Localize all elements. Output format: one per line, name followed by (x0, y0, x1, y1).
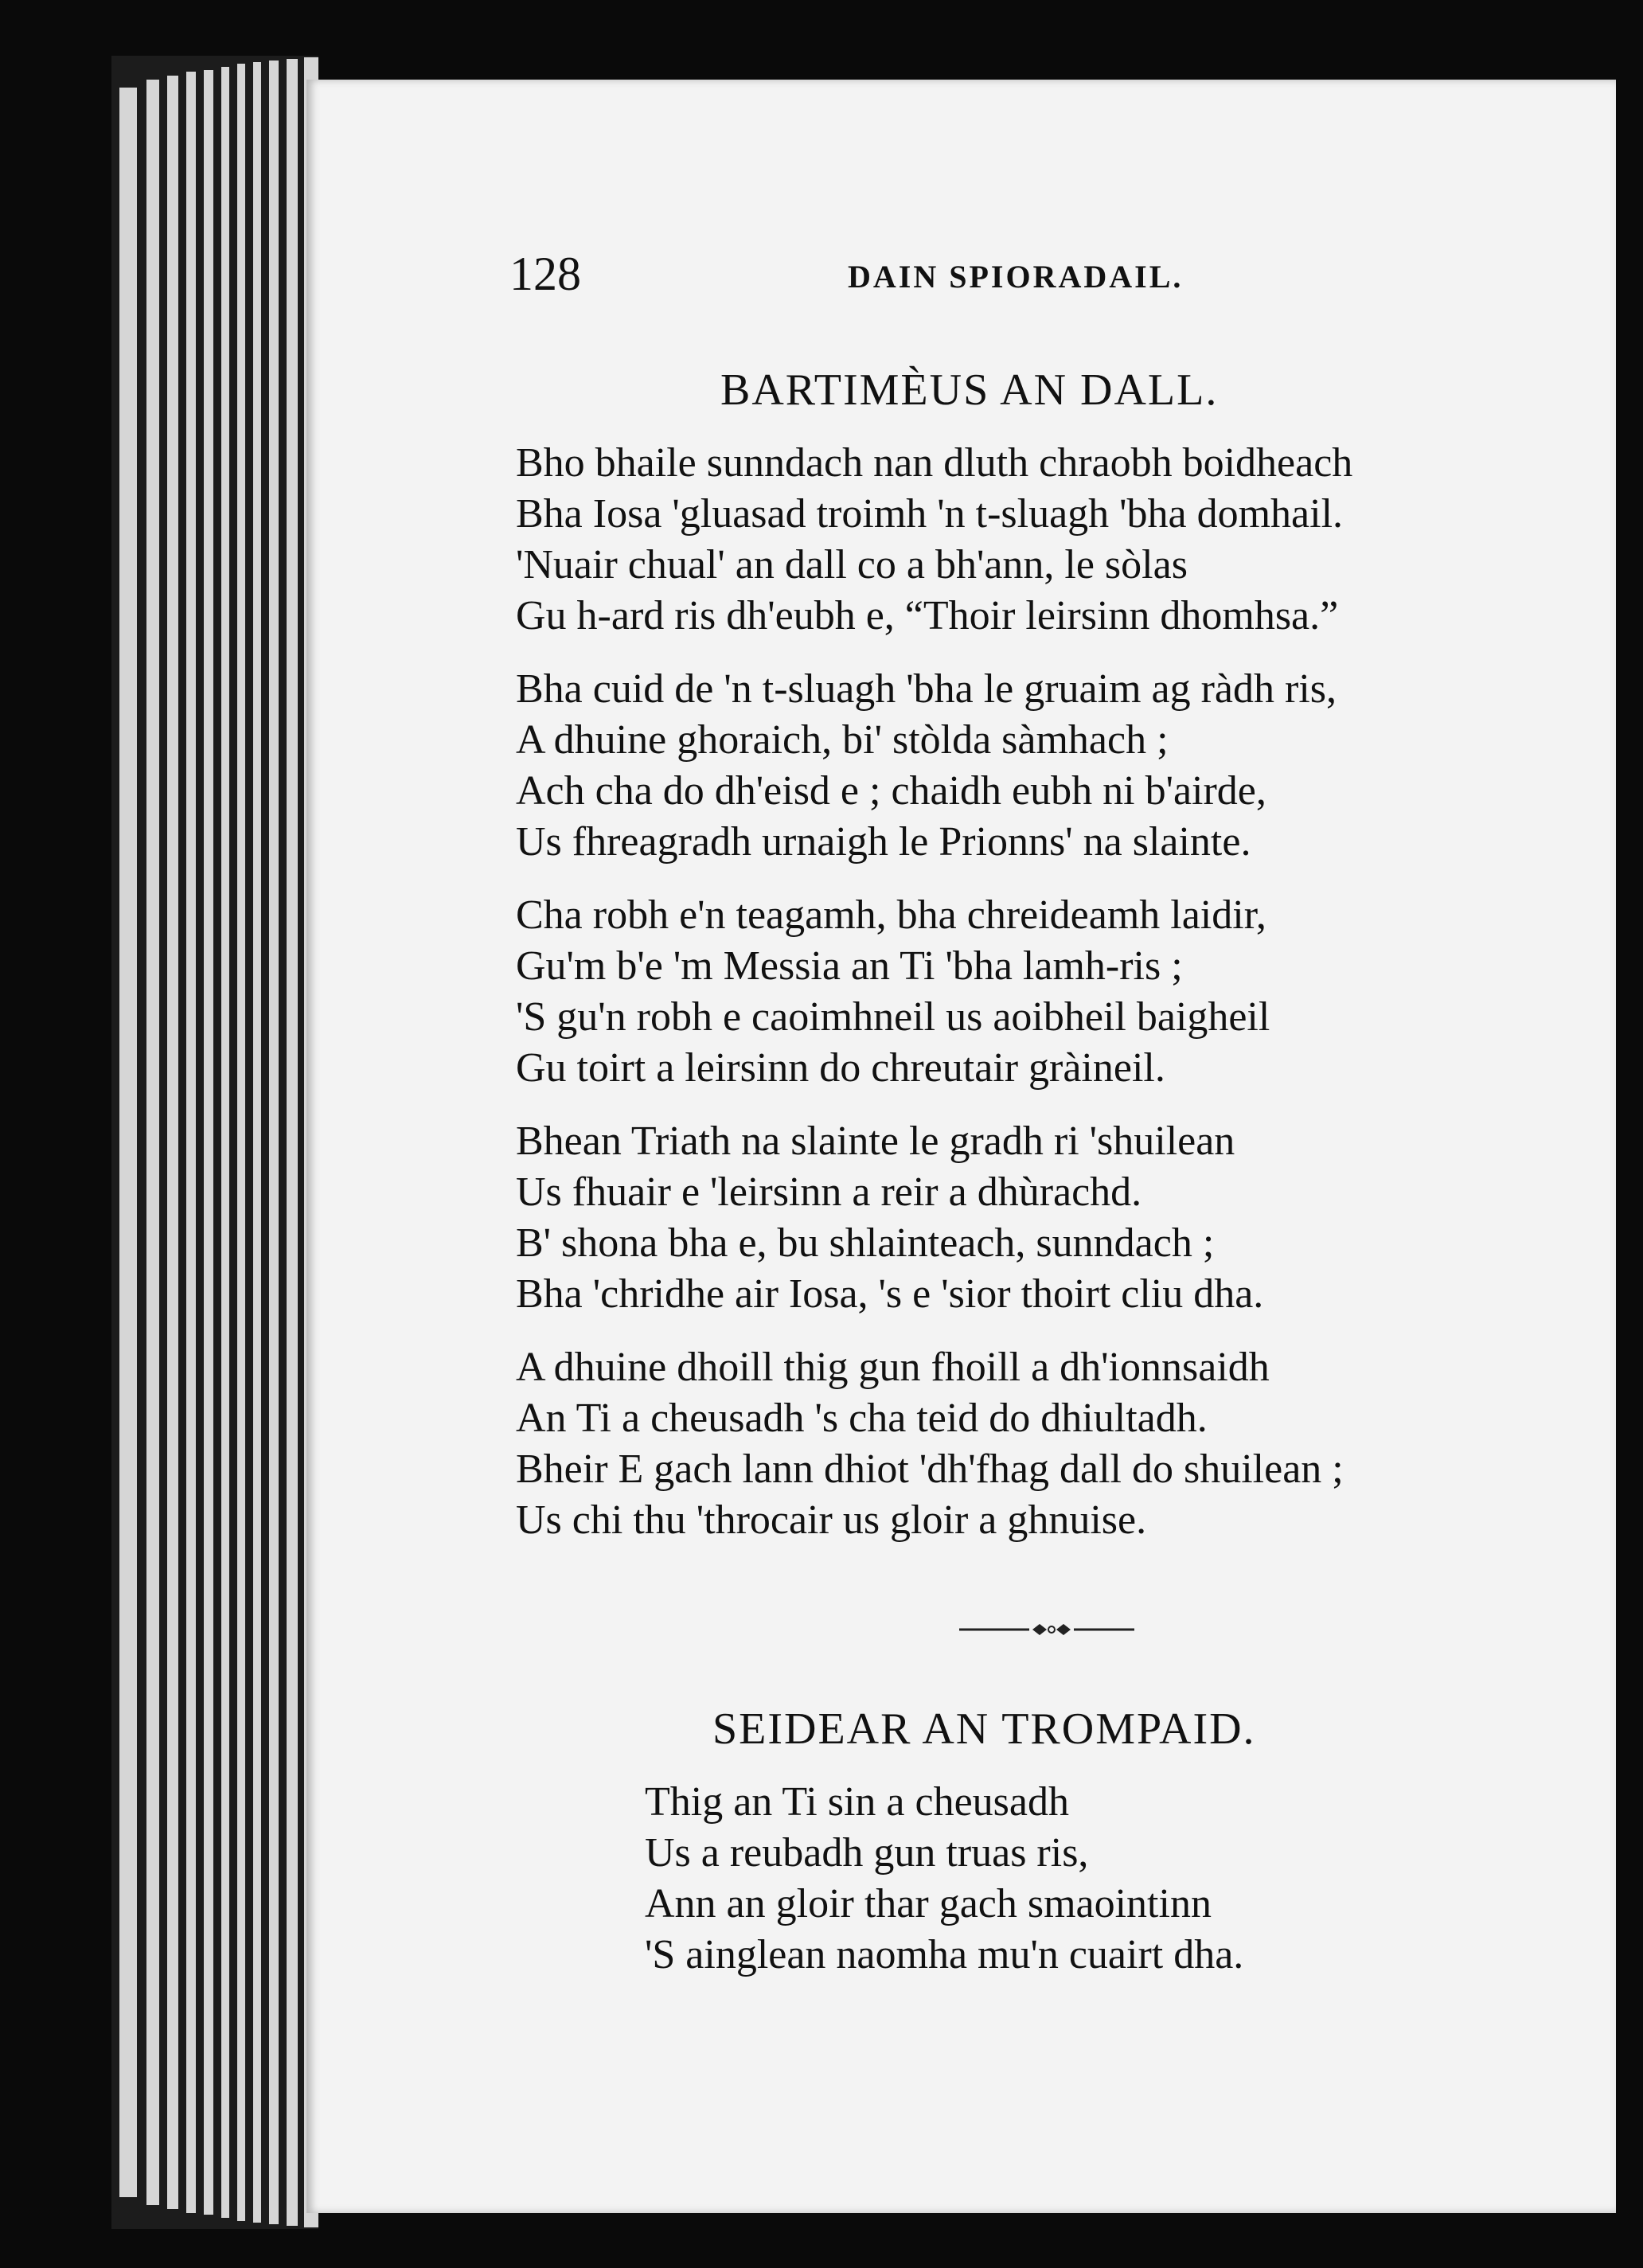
poem-line: Us fhreagradh urnaigh le Prionns' na slainte. (516, 819, 1251, 865)
poem-line: Ach cha do dh'eisd e ; chaidh eubh ni b'airde, (516, 768, 1266, 814)
stanza (645, 1777, 1243, 1981)
poem-line: Cha robh e'n teagamh, bha chreideamh laidir, (516, 892, 1266, 938)
poem-line: Gu'm b'e 'm Messia an Ti 'bha lamh-ris ; (516, 943, 1183, 989)
stanza (516, 890, 1352, 1094)
poem-line: Thig an Ti sin a cheusadh (645, 1779, 1069, 1825)
poem-line: Bha Iosa 'gluasad troimh 'n t-sluagh 'bha domhail. (516, 491, 1344, 537)
page-edge (146, 80, 159, 2205)
poem-line: Gu h-ard ris dh'eubh e, “Thoir leirsinn dhomhsa.” (516, 593, 1339, 638)
poem-line: Bhean Triath na slainte le gradh ri 'shuilean (516, 1118, 1235, 1164)
page-number: 128 (509, 248, 581, 300)
poem-body (645, 1777, 1243, 2003)
stanza (516, 664, 1352, 868)
running-head: DAIN SPIORADAIL. (848, 259, 1184, 295)
poem-line: 'S ainglean naomha mu'n cuairt dha. (645, 1932, 1244, 1977)
poem-line: Bha cuid de 'n t-sluagh 'bha le gruaim ag ràdh ris, (516, 666, 1337, 712)
stanza (516, 1116, 1352, 1320)
section-divider-ornament (959, 1620, 1134, 1639)
page-edge (287, 59, 298, 2226)
page-edge (253, 62, 261, 2223)
poem-line: 'Nuair chual' an dall co a bh'ann, le sòlas (516, 542, 1188, 587)
page-edge (237, 64, 245, 2221)
poem-line: Bha 'chridhe air Iosa, 's e 'sior thoirt cliu dha. (516, 1271, 1264, 1317)
poem-line: Us fhuair e 'leirsinn a reir a dhùrachd. (516, 1169, 1142, 1215)
poem-line: Ann an gloir thar gach smaointinn (645, 1881, 1212, 1926)
page-edge (221, 67, 229, 2218)
page-edge (167, 76, 178, 2209)
page-header (509, 247, 1504, 303)
poem-line: 'S gu'n robh e caoimhneil us aoibheil baigheil (516, 994, 1270, 1040)
poem-line: Bheir E gach lann dhiot 'dh'fhag dall do shuilean ; (516, 1446, 1344, 1492)
poem-line: Bho bhaile sunndach nan dluth chraobh boidheach (516, 440, 1353, 486)
book-page-edges (111, 56, 318, 2229)
page-edge (186, 72, 196, 2213)
stanza (516, 438, 1352, 642)
stanza (516, 1342, 1352, 1546)
poem-title: BARTIMÈUS AN DALL. (720, 365, 1219, 415)
poem-title: SEIDEAR AN TROMPAID. (712, 1704, 1256, 1754)
poem-line: Us a reubadh gun truas ris, (645, 1830, 1089, 1876)
page-edge (204, 70, 213, 2215)
page-edge (119, 88, 137, 2197)
poem-line: Us chi thu 'throcair us gloir a ghnuise. (516, 1497, 1147, 1543)
poem-body (516, 438, 1352, 1568)
book-page (306, 80, 1616, 2213)
page-edge (269, 61, 279, 2224)
poem-line: Gu toirt a leirsinn do chreutair gràineil. (516, 1045, 1165, 1091)
poem-line: A dhuine ghoraich, bi' stòlda sàmhach ; (516, 717, 1169, 763)
poem-line: An Ti a cheusadh 's cha teid do dhiultadh. (516, 1396, 1208, 1441)
poem-line: A dhuine dhoill thig gun fhoill a dh'ionnsaidh (516, 1345, 1270, 1390)
poem-line: B' shona bha e, bu shlainteach, sunndach ; (516, 1220, 1215, 1266)
